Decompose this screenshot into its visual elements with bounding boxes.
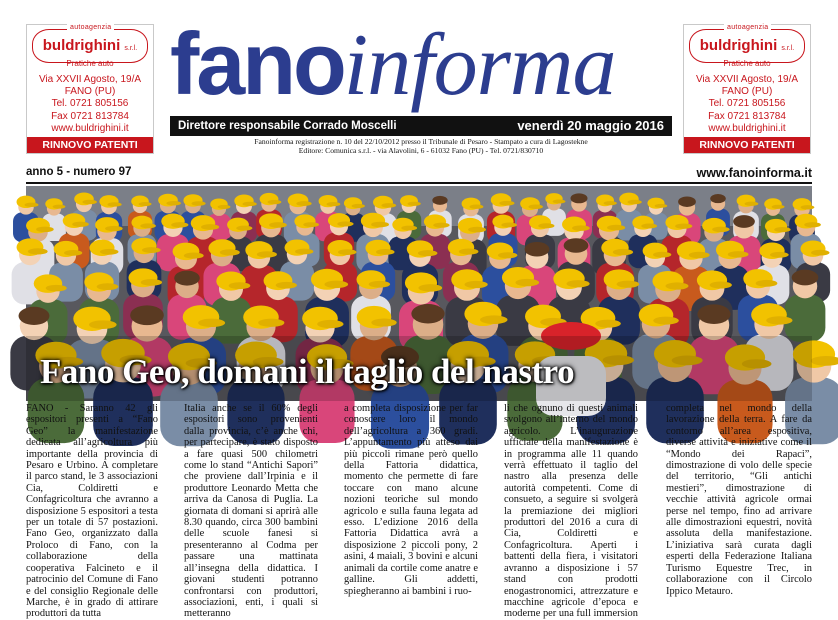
- article-column-3: a completa disposizione per far conoscere loro il mondo dell’agricoltura a 360 gradi. L’appuntamento più atteso dai più piccoli rimane però quello della Fattoria didattica, momento che permette di fare toccare con mano alcune nozioni teoriche sul mondo agricolo e sulla fauna legata ad esso. L’edizione 2016 della Fattoria Didattica avrà a disposizione 2 piccoli pony, 2 asini, 4 maiali, 3 bovini e alcuni animali da cortile come anatre e galline. Gli addetti, spiegheranno ai bambini i ruo-: [344, 403, 478, 597]
- ad-address: Via XXVII Agosto, 19/A: [38, 74, 142, 85]
- logo-name: buldrighini s.r.l.: [699, 37, 795, 54]
- ad-banner: RINNOVO PATENTI: [27, 137, 153, 153]
- article-column-1: FANO - Saranno 42 gli espositori presenti a “Fano Geo” la manifestazione dedicata all’agricoltura più importante della provincia di Pesaro e Urbino. A completare il parco stand, le 3 associazioni Cia, Coldiretti e Confagricoltura che avranno a disposizione 5 espositori a testa per un totale di 57 postazioni. Fano Geo, organizzato dalla Proloco di Fano, con la collaborazione della cooperativa Falcineto e il patrocinio del Comune di Fano e del consiglio Regionale delle Marche, è in grado di attirare produttori da tutta: [26, 403, 158, 620]
- ad-phone: Tel. 0721 805156: [708, 98, 786, 110]
- newspaper-title: [170, 16, 670, 114]
- masthead: [170, 16, 670, 116]
- registration-line-2: Editore: Comunica s.r.l. - via Alavolini, 6 - 61032 Fano (PU) - Tel. 0721/830710: [298, 146, 544, 155]
- buldrighini-logo: [689, 24, 805, 63]
- issue-number: anno 5 - numero 97: [26, 166, 132, 178]
- title-part-fano: fano: [170, 14, 344, 113]
- issue-date: venerdì 20 maggio 2016: [517, 118, 664, 133]
- ad-contact-lines: [684, 74, 810, 135]
- article-column-2: Italia anche se il 60% degli espositori sono provenienti dalla provincia, c’è anche chi, per partecipare, è stato disposto a fare quasi 500 chilometri come lo stand “Antichi Sapori” che proviene dall’Irpinia e il produttore Leonardo Metta che arriva da Canosa di Puglia. La giornata di domani si aprirà alle 8.30 quando, circa 300 bambini delle scuole fanesi si presenteranno al Codma per passare una mattinata all’insegna della didattica. I giovani studenti potranno confrontarsi con produttori, associazioni, enti, i quali si metteranno: [184, 403, 318, 620]
- article-column-5: completa nel mondo della lavorazione della terra. A fare da contorno all’area espositiva, diverse attività e iniziative come il “Mondo dei Rapaci”, dimostrazione di volo delle specie del territorio, “Gli antichi mestieri”, dimostrazione di vecchie attività agricole ormai perse nel tempo, fino ad arrivare alle dimostrazioni equestri, novità assoluta della manifestazione. L’iniziativa sarà curata dagli esperti della Federazione Italiana Turismo Equestre Trec, in collaborazione con il Circolo Ippico Metauro.: [666, 403, 812, 597]
- registration-line-1: Fanoinforma registrazione n. 10 del 22/10/2012 presso il Tribunale di Pesaro - Stampato a cura di Lagostekne: [254, 137, 588, 146]
- ad-fax: Fax 0721 813784: [708, 110, 786, 122]
- title-part-informa: informa: [343, 17, 616, 114]
- buldrighini-logo: [32, 24, 148, 63]
- director-bar: [170, 116, 672, 136]
- advertisement-left[interactable]: [26, 24, 154, 154]
- logo-name: buldrighini s.r.l.: [42, 37, 138, 54]
- ad-contact-lines: [27, 74, 153, 135]
- ad-website[interactable]: www.buldrighini.it: [708, 122, 786, 134]
- website-link[interactable]: www.fanoinforma.it: [696, 166, 812, 180]
- article-body: [26, 403, 812, 620]
- advertisement-right[interactable]: [683, 24, 811, 154]
- lead-photo: [26, 186, 812, 401]
- ad-website[interactable]: www.buldrighini.it: [51, 122, 129, 134]
- ad-city: FANO (PU): [64, 86, 116, 98]
- article-column-4: li che ognuno di questi animali svolgono all’interno del mondo agricolo. L’inaugurazione ufficiale della manifestazione è in programma alle 11 quando verrà effettuato il taglio del nastro alla presenza delle autorità competenti. Come di consueto, a seguire si svolgerà la premiazione dei migliori produttori del 2016 a cura di Cia, Coldiretti e Confagricoltura. Aperti i battenti della fiera, i visitatori avranno a disposizione i 57 stand con prodotti enogastronomici, attrezzature e macchine agricole d’epoca e moderne per una full immersion: [504, 403, 638, 620]
- director-line: Direttore responsabile Corrado Moscelli: [178, 120, 397, 132]
- ad-address: Via XXVII Agosto, 19/A: [695, 74, 799, 85]
- header-divider: [26, 182, 812, 184]
- registration-info: [170, 137, 672, 155]
- logo-tagline: autoagenzia: [67, 24, 114, 31]
- ad-phone: Tel. 0721 805156: [51, 98, 129, 110]
- headline: Fano Geo, domani il taglio del nastro: [40, 352, 575, 391]
- logo-subtitle: Pratiche auto: [723, 59, 771, 68]
- logo-tagline: autoagenzia: [724, 24, 771, 31]
- ad-banner: RINNOVO PATENTI: [684, 137, 810, 153]
- ad-city: FANO (PU): [721, 86, 773, 98]
- logo-subtitle: Pratiche auto: [66, 59, 114, 68]
- issue-row: [26, 166, 812, 180]
- ad-fax: Fax 0721 813784: [51, 110, 129, 122]
